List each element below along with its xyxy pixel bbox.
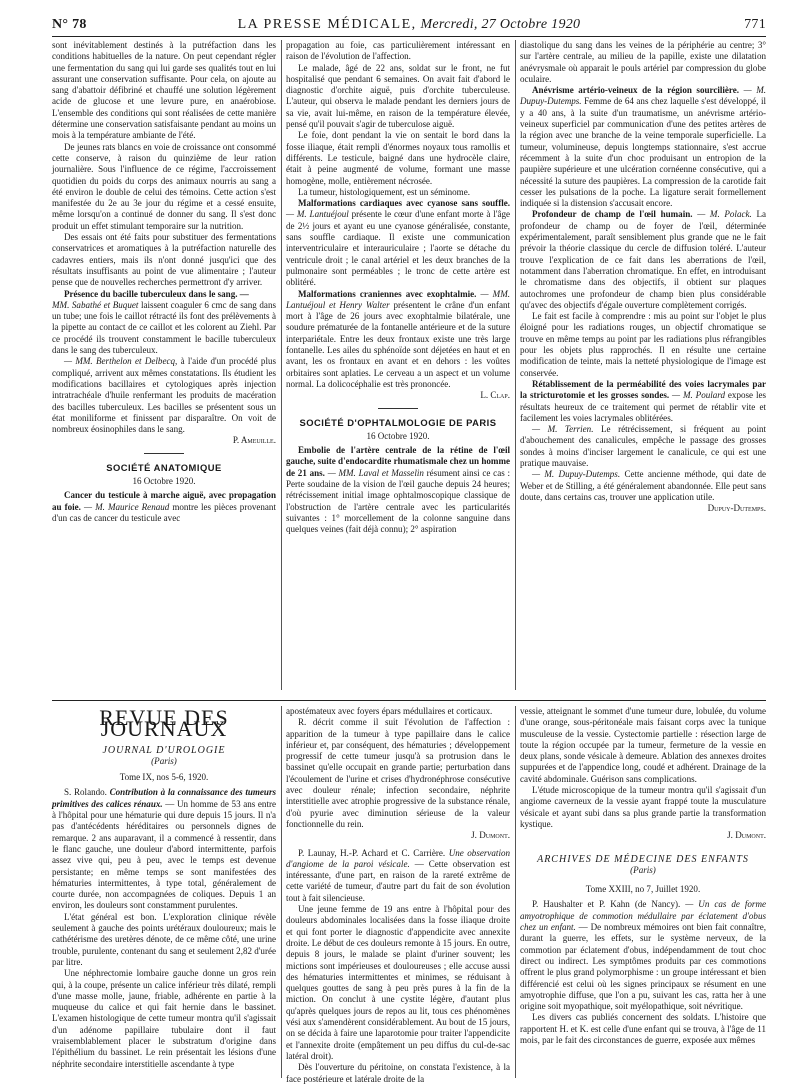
article-text: présentent le crâne d'un enfant mort à l'âge de 26 jours avec exophtalmie bilatérale, une soudure prématurée de la fontanelle antérieure et de la suture interpariétale. Entre les deux frontaux existe une très large fontanelle. Les ailes du sphénoïde sont déjetées en haut et en avant, les os frontaux en avant et en dehors : les voûtes orbitaires sont aplaties. Le cerveau a un aspect et un volume normal. La dolicocéphalie est très prononcée.	[286, 299, 510, 389]
authors: — M. Lantuéjoul	[286, 209, 349, 220]
authors: S. Rolando.	[64, 787, 107, 798]
paragraph	[520, 424, 766, 469]
paragraph: L'étude microscopique de la tumeur montra qu'il s'agissait d'un angiome caverneux de la vessie ayant frappé toute la musculature vésicale et ayant subi dans sa plus grande partie la transformation kystique.	[520, 785, 766, 829]
top-column-3	[520, 40, 766, 695]
article-heading: — Un cas de forme amyotrophique de commotion médullaire par éclatement d'obus chez un enfant.	[520, 899, 766, 933]
article-text: La profondeur de champ ou de foyer de l'œil, déterminée expérimentalement, paraît sensiblement plus grande que ne le fait prévoir la théorie classique du cercle de diffusion toléré. L'auteur trouve l'explication de ce fait dans les aberrations de l'œil, notamment dans l'aberration chromatique. En effet, en introduisant le chromatisme dans des objectifs, il obtient sur plaques autochromes une profondeur de champ bien plus considérable qu'avec des objectifs d'égale ouverture complètement corrigés.	[520, 209, 766, 310]
column-divider	[281, 40, 282, 690]
authors: — MM. Berthelon et Delbecq,	[64, 356, 178, 367]
article-text: présente le cœur d'une enfant morte à l'âge de 2½ jours et ayant eu une cyanose généralisée, constante, sans souffle cardiaque. Il existe une communication interventriculaire et interauriculaire ; l'aorte se détache du ventricule droit ; le canal artériel et les deux branches de la pulmonaire sont perméables ; le tronc de cette artère est oblitéré.	[286, 209, 510, 288]
paragraph: Le foie, dont pendant la vie on sentait le bord dans la fosse iliaque, était rempli d'énormes noyaux tous ramollis et différents. Le testicule, baigné dans une hydrocèle claire, était à peine augmenté de volume, formant une masse homogène, molle, entièrement nécrosée.	[286, 130, 510, 186]
journal-issue: Tome IX, nos 5-6, 1920.	[119, 772, 209, 783]
authors: — M. Poulard	[669, 390, 726, 401]
paragraph	[52, 787, 276, 911]
paragraph: Dès l'ouverture du péritoine, on constata l'existence, à la face postérieure et latérale droite de la	[286, 1062, 510, 1084]
article-heading: Embolie de l'artère centrale de la rétine de l'œil gauche, suite d'endocardite rhumatismale chez un homme de 21 ans.	[286, 445, 510, 478]
section-date: 16 Octobre 1920.	[132, 475, 196, 486]
paragraph	[52, 289, 276, 357]
article-heading: Profondeur de champ de l'œil humain.	[532, 209, 693, 220]
paragraph: R. décrit comme il suit l'évolution de l'affection : apparition de la tumeur à type papillaire dans le calice inférieur et, par conséquent, des hématuries ; développement progressif de cette tumeur jusqu'à sa protrusion dans le bassinet qu'elle occupait en grande partie; perturbation dans l'écoulement de l'urine et crises d'hydronéphrose consécutive avec douleur rénale; infection secondaire, néphrite interstitielle avec atrophie progressive de la substance rénale, d'où pyurie avec diminution sérieuse de la valeur fonctionnelle du rein.	[286, 717, 510, 829]
top-column-2	[286, 40, 510, 695]
authors: — MM. Laval et Masselin	[324, 467, 424, 478]
article-heading: Présence du bacille tuberculeux dans le sang. —	[64, 288, 249, 299]
paragraph: apostémateux avec foyers épars médullaires et corticaux.	[286, 706, 493, 716]
paragraph: De jeunes rats blancs en voie de croissance ont consommé cette conserve, à raison du quinzième de leur ration journalière. Sous l'influence de ce régime, l'accroissement quotidien du poids du corps des animaux nourris au sang a été environ le double de celui des témoins. Cette action s'est manifestée du 2e au 3e jour du régime et a cessé ensuite, même lorsqu'on a continué de donner du sang. Il s'est donc produit un effet stimulant temporaire sur la nutrition.	[52, 141, 276, 231]
authors: MM. Sabathé et Buquet	[52, 299, 139, 310]
paragraph	[52, 490, 276, 524]
journal-title: JOURNAL D'UROLOGIE	[102, 744, 226, 756]
paragraph: Le fait est facile à comprendre : mis au point sur l'objet le plus éloigné pour les radiations rouges, un objectif chromatique se trouve en même temps au point par les radiations plus réfrangibles pour les objets plus rapprochés. Il en résulte une certaine modification de teinte, mais la netteté physiologique de l'image est conservée.	[520, 311, 766, 378]
author-city: (de Nancy).	[629, 899, 681, 910]
authors: — M. Terrien.	[532, 424, 594, 435]
paragraph	[286, 289, 510, 391]
paragraph	[520, 379, 766, 424]
signature: Dupuy-Dutemps.	[707, 503, 766, 514]
article-text: laissent coaguler 6 cmc de sang dans un tube; une fois le caillot rétracté ils font des prélèvements à la pipette au contact de ce caillot et les colorent au Ziehl. Par ce procédé ils trouvent constamment le bacille tuberculeux dans le sang des tuberculeux.	[52, 299, 276, 356]
authors: — M. Dupuy-Dutemps.	[520, 85, 766, 107]
paragraph	[520, 209, 766, 311]
paragraph: Le malade, âgé de 22 ans, soldat sur le front, ne fut hospitalisé que pendant 6 semaines. On avait fait d'abord le diagnostic d'orchite aiguë, puis d'orchite tuberculeuse. L'auteur, qui observa le malade pendant les derniers jours de sa vie, avait lui-même, en raison de la température élevée, pensé qu'il pouvait s'agir de tuberculose aiguë.	[286, 62, 510, 130]
paragraph	[52, 356, 276, 435]
article-text: — De nombreux mémoires ont bien fait connaître, durant la guerre, les effets, sur le système nerveux, de la commotion par éclatement d'obus, indépendamment de tout choc direct ou indirect. Les symptômes produits par ces commotions offrent le plus grand polymorphisme : un groupe intéressant et bien différencié est celui où les signes principaux se résument en une amyotrophie diffuse, que l'on a pu, suivant les cas, ratta her à une origine soit myopathique, soit myélopathique, soit névritique.	[520, 922, 766, 1012]
authors: — M. Dupuy-Dutemps.	[532, 469, 621, 480]
article-text: résument ainsi ce cas : Perte soudaine de la vision de l'œil gauche depuis 24 heures; rétrécissement initial image ophtalmoscopique classique de l'obstruction de l'artère centrale avec les particularités suivantes : 1° morcellement de la colonne sanguine dans quelques veines (fait déjà connu); 2° aspiration	[286, 467, 510, 535]
paragraph: Des essais ont été faits pour substituer des fermentations conservatrices et aromatiques à la putréfaction naturelle des cadavres entiers, mais ils n'ont donné jusqu'ici que des résultats insuffisants au point de vue alimentaire ; l'auteur pense que de nouvelles recherches permettront d'y arriver.	[52, 232, 276, 288]
bottom-column-2	[286, 706, 511, 1084]
article-text: Le rétrécissement, si fréquent au point d'abouchement des canalicules, empêche le passage des grosses sondes à moins d'inciser largement le canalicule, ce qui est une pratique mauvaise.	[520, 424, 766, 468]
paragraph	[286, 198, 510, 288]
article-text: expose les résultats heureux de ce traitement qui permet de rétablir vite et facilement les voies lacrymales oblitérées.	[520, 390, 766, 423]
section-separator	[52, 700, 766, 701]
section-title: SOCIÉTÉ D'OPHTALMOLOGIE DE PARIS	[299, 416, 497, 428]
issue-number: N° 78	[52, 17, 87, 32]
article-text: Cette ancienne méthode, qui date de Weber et de Stilling, a été généralement abandonnée. Elle peut sans doute, dans certains cas, trouver une application utile.	[520, 469, 766, 502]
paragraph	[286, 848, 510, 904]
article-text: à l'aide d'un procédé plus compliqué, arrivent aux mêmes constatations. Ils étudient les modifications bacillaires et cytologiques après injection intratrachéale d'huile renfermant les produits de macération des bacilles tuberculeux. Les bacilles se présentent sous un état moniliforme et finissent par disparaître. On voit de nombreux éosinophiles dans le sang.	[52, 356, 276, 435]
divider	[378, 408, 418, 409]
journal-city: (Paris)	[151, 755, 177, 766]
authors: — MM. Lantuéjoul et Henry Walter	[286, 288, 510, 310]
article-heading: Cancer du testicule à marche aiguë, avec propagation au foie.	[52, 490, 276, 512]
signature: J. Dumont.	[471, 830, 510, 841]
paragraph: diastolique du sang dans les veines de la périphérie au centre; 3° sur l'artère centrale, au milieu de la papille, existe une dilatation anévrysmale où apparait le pouls artériel par compression du globe oculaire.	[520, 40, 766, 84]
signature: P. Ameuille.	[232, 435, 276, 446]
article-text: montre les pièces provenant d'un cas de cancer du testicule avec	[52, 501, 276, 523]
column-divider	[281, 706, 282, 1078]
paragraph: sont inévitablement destinés à la putréfaction dans les conditions habituelles de la nature. On peut cependant régler une fermentation du sang qui lui garde ses qualités tout en lui assurant une conservation suffisante. Pour cela, on ajoute au sang d'abattoir défibriné et chauffé une solution légèrement acide de glucose et une levure pure, en anaérobiose. L'ensemble des conditions qui sont réalisées de cette manière détermine une conservation satisfaisante pendant au moins un mois à la température ambiante de l'été.	[52, 40, 276, 141]
page-number: 771	[744, 17, 766, 32]
top-column-1	[52, 40, 276, 695]
paragraph: La tumeur, histologiquement, est un séminome.	[298, 186, 471, 197]
paragraph	[520, 85, 766, 209]
paragraph: Les divers cas publiés concernent des soldats. L'histoire que rapportent H. et K. est celle d'une enfant qui se trouva, à l'âge de 11 mois, par le fait des circonstances de guerre, exposée aux mêmes	[520, 1012, 766, 1046]
article-heading: Rétablissement de la perméabilité des voies lacrymales par la stricturotomie et les grosses sondes.	[520, 378, 766, 401]
article-text: Femme de 64 ans chez laquelle s'est développé, il y a 40 ans, à la suite d'un traumatisme, un anévrisme artério-veineux superficiel par communication d'une des petites artères de la région avec une branche de la veine temporale superficielle. La tumeur, volumineuse, depuis longtemps stationnaire, s'est accrue récemment à la suite d'un choc produisant un entropion de la paupière supérieure et une ulcération cornéenne consécutive, qui a nécessité la suture des paupières. La compression de la carotide fait cesser les pulsations de la poche. La ligature serait formellement indiquée si la distension s'accusait encore.	[520, 96, 766, 209]
journal-title	[52, 17, 766, 33]
paragraph: Une néphrectomie lombaire gauche donne un gros rein qui, à la coupe, présente un calice inférieur très dilaté, rempli d'une masse molle, jaune, friable, adhérente en partie à la muqueuse du calice et qui fait hernie dans le bassinet. L'examen histologique de cette tumeur montra qu'il s'agissait d'un adénome papillaire tubulaire dont il faut vraisemblablement placer le substratum d'origine dans l'épithélium du bassinet. Le rein présentait les lésions d'une néphrite secondaire interstitielle ascendante à type	[52, 968, 276, 1069]
divider	[144, 453, 184, 454]
article-heading: Contribution à la connaissance des tumeurs primitives des calices rénaux.	[52, 787, 276, 809]
authors: P. Launay, H.-P. Achard et C. Carrière.	[298, 847, 446, 858]
paragraph	[520, 469, 766, 503]
signature: L. Clap.	[480, 390, 510, 401]
paragraph	[286, 445, 510, 535]
section-banner: REVUE DES JOURNAUX	[99, 705, 229, 742]
journal-issue: Tome XXIII, no 7, Juillet 1920.	[585, 884, 701, 895]
journal-date: Mercredi, 27 Octobre 1920	[416, 17, 581, 32]
authors: — M. Maurice Renaud	[80, 501, 170, 512]
signature: J. Dumont.	[727, 830, 766, 841]
article-text: — Un homme de 53 ans entre à l'hôpital pour une hématurie qui dure depuis 15 jours. Il n'a pas d'antécédents héréditaires ou personnels dignes de remarque. 2 ans auparavant, il a commencé à ressentir, dans le flanc gauche, une douleur d'abord intermittente, parfois assez vive qui, peu à peu, avec le temps est devenue persistante; en même temps se sont manifestées des hématuries intermittentes, à type total, généralement de courte durée, non accompagnées de coliques. Depuis 1 an environ, les douleurs sont constamment purulentes.	[52, 798, 276, 911]
section-title: SOCIÉTÉ ANATOMIQUE	[106, 461, 222, 473]
journal-name: LA PRESSE MÉDICALE,	[237, 17, 417, 32]
bottom-column-3	[520, 706, 766, 1078]
journal-city: (Paris)	[630, 864, 656, 875]
paragraph: Une jeune femme de 19 ans entre à l'hôpital pour des douleurs abdominales localisées dans la fosse iliaque droite et qui font porter le diagnostic d'appendicite avec annexite droite. Le début de ces douleurs remonte à 15 jours. En outre, depuis 8 jours, le malade se plaint d'uriner souvent; les mictions sont impérieuses et douloureuses ; elle accuse aussi des hématuries intermittentes et minimes, se réduisant à quelques gouttes de sang à peu près pures à la fin de la miction. On conclut à une cystite légère, d'autant plus qu'après quelques jours de repos au lit, tous ces phénomènes vési aux s'amendèrent considérablement. Au bout de 15 jours, on se décida à faire une laparotomie pour traiter l'appendicite et l'annexite droite (empâtement un peu diffus du cul-de-sac latéral droit).	[286, 904, 510, 1061]
authors: P. Haushalter et P. Kahn	[532, 899, 630, 910]
article-heading: Malformations craniennes avec exophtalmie.	[298, 288, 477, 299]
page-header	[52, 14, 766, 37]
paragraph: L'état général est bon. L'exploration clinique révèle seulement à gauche des points urétéraux douloureux; mais le cathétérisme des uretères dénote, de ce même côté, une urine trouble, purulente, contenant du sang et seulement 2,82 d'urée par litre.	[52, 911, 276, 967]
article-heading: Anévrisme artério-veineux de la région sourcilière.	[532, 85, 740, 96]
article-heading: Une observation d'angiome de la paroi vésicale.	[286, 847, 511, 869]
section-date: 16 Octobre 1920.	[366, 430, 430, 441]
journal-title: ARCHIVES DE MÉDECINE DES ENFANTS	[537, 853, 749, 865]
column-divider	[515, 706, 516, 1078]
paragraph	[520, 899, 766, 1012]
paragraph: propagation au foie, cas particulièrement intéressant en raison de l'évolution de l'affection.	[286, 40, 510, 62]
authors: — M. Polack.	[692, 209, 752, 220]
article-heading: Malformations cardiaques avec cyanose sans souffle.	[298, 198, 510, 209]
paragraph: vessie, atteignant le sommet d'une tumeur dure, lobulée, du volume d'une orange, sous-péritonéale mais faisant corps avec la tunique musculeuse de la vessie. Cystectomie partielle : résection large de toute la région occupée par la tumeur, fermeture de la vessie en deux plans, sonde vésicale à demeure. Ablation des annexes droites suppurées et de l'appendice long, coudé et adhérent. Drainage de la cavité abdominale. Guérison sans complications.	[520, 706, 766, 784]
bottom-column-1	[52, 706, 276, 1078]
article-text: — Cette observation est intéressante, d'une part, en raison de la rareté extrême de cette variété de tumeur, d'autre part du fait de son évolution tout à fait silencieuse.	[286, 858, 510, 903]
column-divider	[515, 40, 516, 690]
